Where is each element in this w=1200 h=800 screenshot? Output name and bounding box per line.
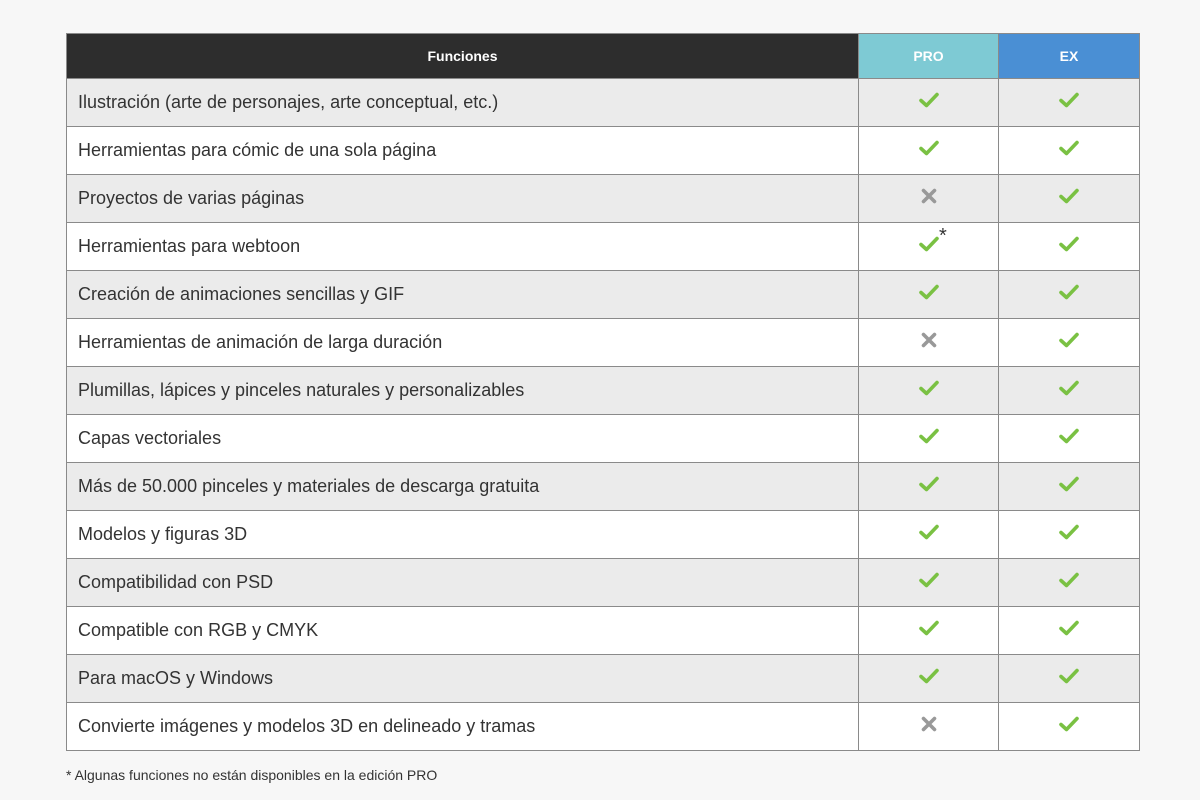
pro-availability-cell	[859, 607, 999, 655]
header-pro: PRO	[859, 34, 999, 79]
feature-name: Herramientas para cómic de una sola página	[67, 127, 859, 175]
check-icon	[918, 521, 940, 548]
check-icon	[1058, 233, 1080, 260]
feature-name: Creación de animaciones sencillas y GIF	[67, 271, 859, 319]
pro-availability-cell	[859, 511, 999, 559]
ex-availability-cell	[999, 127, 1140, 175]
ex-availability-cell	[999, 271, 1140, 319]
check-icon	[1058, 377, 1080, 404]
pro-availability-cell	[859, 463, 999, 511]
check-icon	[918, 425, 940, 452]
table-row	[67, 319, 1140, 367]
table-row	[67, 703, 1140, 751]
table-row	[67, 607, 1140, 655]
table-row	[67, 559, 1140, 607]
check-icon	[1058, 425, 1080, 452]
check-icon	[1058, 569, 1080, 596]
table-row	[67, 511, 1140, 559]
table-row	[67, 127, 1140, 175]
check-icon	[1058, 665, 1080, 692]
check-icon	[1058, 89, 1080, 116]
pro-availability-cell	[859, 655, 999, 703]
table-body	[67, 79, 1140, 751]
ex-availability-cell	[999, 175, 1140, 223]
header-ex: EX	[999, 34, 1140, 79]
ex-availability-cell	[999, 559, 1140, 607]
footnote-marker: *	[939, 225, 947, 247]
feature-name: Capas vectoriales	[67, 415, 859, 463]
table-row	[67, 367, 1140, 415]
ex-availability-cell	[999, 607, 1140, 655]
feature-name: Compatibilidad con PSD	[67, 559, 859, 607]
pro-availability-cell	[859, 559, 999, 607]
check-icon	[1058, 137, 1080, 164]
pro-availability-cell	[859, 415, 999, 463]
pro-availability-cell	[859, 127, 999, 175]
ex-availability-cell	[999, 511, 1140, 559]
table-header-row	[67, 34, 1140, 79]
pro-availability-cell	[859, 367, 999, 415]
check-icon	[1058, 185, 1080, 212]
table-row	[67, 271, 1140, 319]
check-icon	[918, 89, 940, 116]
feature-name: Compatible con RGB y CMYK	[67, 607, 859, 655]
ex-availability-cell	[999, 319, 1140, 367]
pro-availability-cell	[859, 271, 999, 319]
check-icon	[1058, 473, 1080, 500]
table-row	[67, 415, 1140, 463]
pro-availability-cell	[859, 319, 999, 367]
check-icon	[1058, 329, 1080, 356]
footnote: * Algunas funciones no están disponibles en la edición PRO	[66, 767, 438, 783]
ex-availability-cell	[999, 703, 1140, 751]
feature-name: Plumillas, lápices y pinceles naturales y personalizables	[67, 367, 859, 415]
ex-availability-cell	[999, 367, 1140, 415]
pro-availability-cell	[859, 79, 999, 127]
check-icon	[918, 665, 940, 692]
check-icon	[1058, 713, 1080, 740]
check-icon	[918, 617, 940, 644]
check-icon	[918, 473, 940, 500]
cross-icon	[918, 185, 940, 212]
table-row	[67, 655, 1140, 703]
pro-availability-cell	[859, 703, 999, 751]
feature-name: Ilustración (arte de personajes, arte conceptual, etc.)	[67, 79, 859, 127]
feature-name: Modelos y figuras 3D	[67, 511, 859, 559]
table-row	[67, 463, 1140, 511]
check-icon	[1058, 521, 1080, 548]
ex-availability-cell	[999, 655, 1140, 703]
table-row	[67, 223, 1140, 271]
cross-icon	[918, 713, 940, 740]
comparison-table	[66, 33, 1140, 751]
ex-availability-cell	[999, 463, 1140, 511]
header-funciones: Funciones	[67, 34, 859, 79]
check-icon	[918, 377, 940, 404]
pro-availability-cell	[859, 223, 999, 271]
table-row	[67, 79, 1140, 127]
feature-name: Herramientas de animación de larga duración	[67, 319, 859, 367]
feature-name: Herramientas para webtoon	[67, 223, 859, 271]
check-icon	[1058, 281, 1080, 308]
check-icon	[918, 569, 940, 596]
feature-name: Convierte imágenes y modelos 3D en delineado y tramas	[67, 703, 859, 751]
ex-availability-cell	[999, 79, 1140, 127]
pro-availability-cell	[859, 175, 999, 223]
check-icon	[918, 137, 940, 164]
comparison-table-wrapper	[66, 33, 1139, 751]
ex-availability-cell	[999, 415, 1140, 463]
check-icon	[918, 233, 940, 260]
check-icon	[1058, 617, 1080, 644]
table-row	[67, 175, 1140, 223]
cross-icon	[918, 329, 940, 356]
feature-name: Para macOS y Windows	[67, 655, 859, 703]
check-icon	[918, 281, 940, 308]
feature-name: Proyectos de varias páginas	[67, 175, 859, 223]
feature-name: Más de 50.000 pinceles y materiales de descarga gratuita	[67, 463, 859, 511]
ex-availability-cell	[999, 223, 1140, 271]
